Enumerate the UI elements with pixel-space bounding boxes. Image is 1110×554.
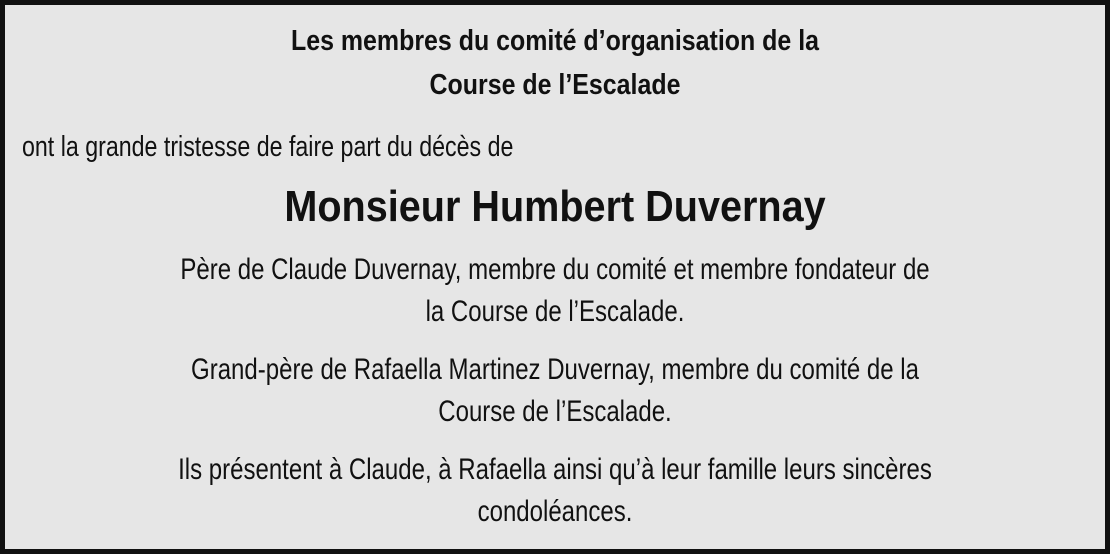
paragraph-line: Grand-père de Rafaella Martinez Duvernay, membre du comité de la	[191, 353, 919, 386]
paragraph-condolences	[67, 449, 1043, 533]
paragraph-line: la Course de l’Escalade.	[425, 295, 685, 328]
paragraph-line: Course de l’Escalade.	[438, 395, 672, 428]
paragraph-line: Ils présentent à Claude, à Rafaella ainsi qu’à leur famille leurs sincères	[178, 453, 932, 486]
notice-heading	[82, 19, 1028, 107]
heading-line-1: Les membres du comité d’organisation de la	[290, 25, 820, 57]
paragraph-line: Père de Claude Duvernay, membre du comité et membre fondateur de	[180, 253, 930, 286]
deceased-name: Monsieur Humbert Duvernay	[284, 182, 826, 231]
heading-line-2: Course de l’Escalade	[429, 69, 681, 101]
paragraph-line: condoléances.	[477, 495, 633, 528]
paragraph-grandfather	[67, 349, 1043, 433]
paragraph-father	[67, 249, 1043, 333]
intro-text: ont la grande tristesse de faire part du décès de	[22, 131, 514, 163]
